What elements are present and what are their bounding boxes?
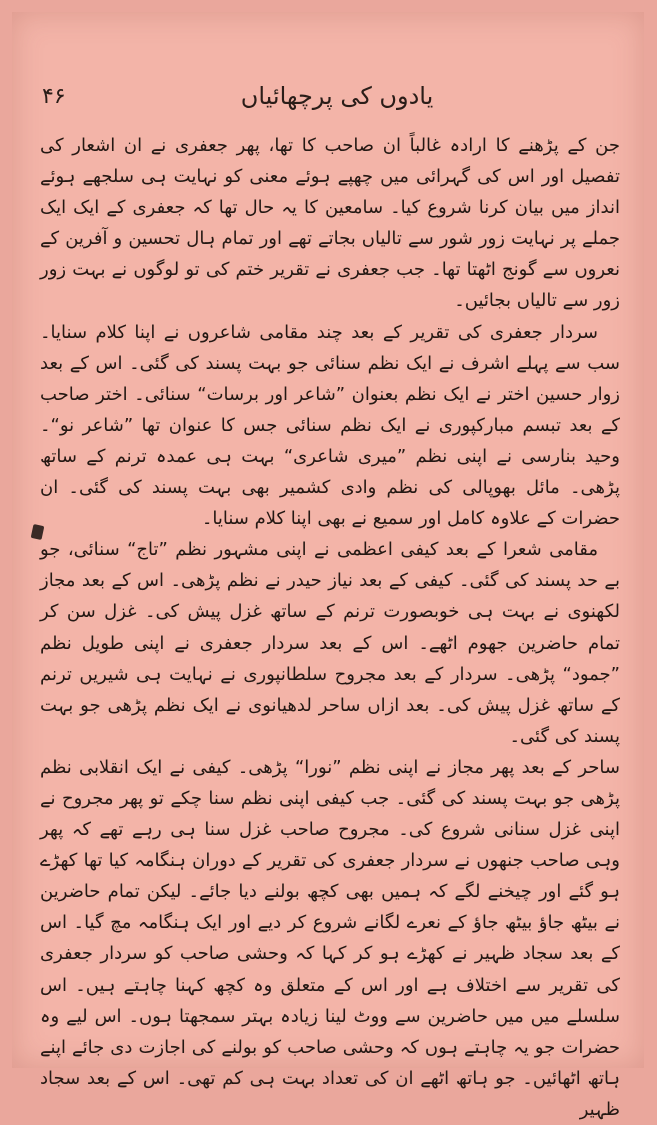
page-number: ۴۶ [42,84,66,109]
paragraph-3: مقامی شعرا کے بعد کیفی اعظمی نے اپنی مشہور نظم ”تاج“ سنائی، جو بے حد پسند کی گئی۔ کیفی کے بعد نیاز حیدر نے نظم پڑھی۔ اس کے بعد مجاز لکھنوی نے بہت ہی خوبصورت ترنم کے ساتھ غزل پیش کی۔ غزل سن کر تمام حاضرین جھوم اٹھے۔ اس کے بعد سردار جعفری نے اپنی طویل نظم ”جمود“ پڑھی۔ سردار کے بعد مجروح سلطانپوری نے نہایت ہی شیریں ترنم کے ساتھ غزل پیش کی۔ بعد ازاں ساحر لدھیانوی نے ایک نظم پڑھی جو بہت پسند کی گئی۔ [40,539,620,747]
book-page [12,12,644,1120]
paragraph-1: جن کے پڑھنے کا ارادہ غالباً ان صاحب کا تھا، پھر جعفری نے ان اشعار کی تفصیل اور اس کی گہرائی میں چھپے ہوئے معنی کو نہایت ہی سلجھے ہوئے انداز میں بیان کرنا شروع کیا۔ سامعین کا یہ حال تھا کہ جعفری کے ایک ایک جملے پر نہایت زور شور سے تالیاں بجاتے تھے اور تمام ہال تحسین و آفرین کے نعروں سے گونج اٹھتا تھا۔ جب جعفری نے تقریر ختم کی تو لوگوں نے بہت زور زور سے تالیاں بجائیں۔ [40,135,620,312]
paragraph-4: ساحر کے بعد پھر مجاز نے اپنی نظم ”نورا“ پڑھی۔ کیفی نے ایک انقلابی نظم پڑھی جو بہت پسند کی گئی۔ جب کیفی اپنی نظم سنا چکے تو پھر مجروح نے اپنی غزل سنانی شروع کی۔ مجروح صاحب غزل سنا ہی رہے تھے کہ پھر وہی صاحب جنھوں نے سردار جعفری کی تقریر کے دوران ہنگامہ کیا تھا کھڑے ہو گئے اور چیخنے لگے کہ ہمیں بھی کچھ بولنے دیا جائے۔ لیکن تمام حاضرین نے بیٹھ جاؤ بیٹھ جاؤ کے نعرے لگانے شروع کر دیے اور ایک ہنگامہ مچ گیا۔ اس کے بعد سجاد ظہیر نے کھڑے ہو کر کہا کہ وحشی صاحب کو سردار جعفری کی تقریر سے اختلاف ہے اور اس کے متعلق وہ کچھ کہنا چاہتے ہیں۔ اس سلسلے میں میں حاضرین سے ووٹ لینا زیادہ بہتر سمجھتا ہوں۔ اس لیے وہ حضرات جو یہ چاہتے ہوں کہ وحشی صاحب کو بولنے کی اجازت دی جائے اپنے ہاتھ اٹھائیں۔ جو ہاتھ اٹھے ان کی تعداد بہت ہی کم تھی۔ اس کے بعد سجاد ظہیر [40,756,620,1120]
running-title: یادوں کی پرچھائیاں [240,82,434,110]
paragraph-2: سردار جعفری کی تقریر کے بعد چند مقامی شاعروں نے اپنا کلام سنایا۔ سب سے پہلے اشرف نے ایک نظم سنائی جو بہت پسند کی گئی۔ اس کے بعد زوار حسین اختر نے ایک نظم بعنوان ”شاعر اور برسات“ سنائی۔ اختر صاحب کے بعد تبسم مبارکپوری نے ایک نظم سنائی جس کا عنوان تھا ”شاعر نو“۔ وحید بنارسی نے اپنی نظم ”میری شاعری“ بہت ہی عمدہ ترنم کے ساتھ پڑھی۔ مائل بھوپالی کی نظم وادی کشمیر بھی بہت پسند کی گئی۔ ان حضرات کے علاوہ کامل اور سمیع نے بھی اپنا کلام سنایا۔ [40,321,620,530]
page-header [12,80,644,124]
body-text [40,130,620,1125]
